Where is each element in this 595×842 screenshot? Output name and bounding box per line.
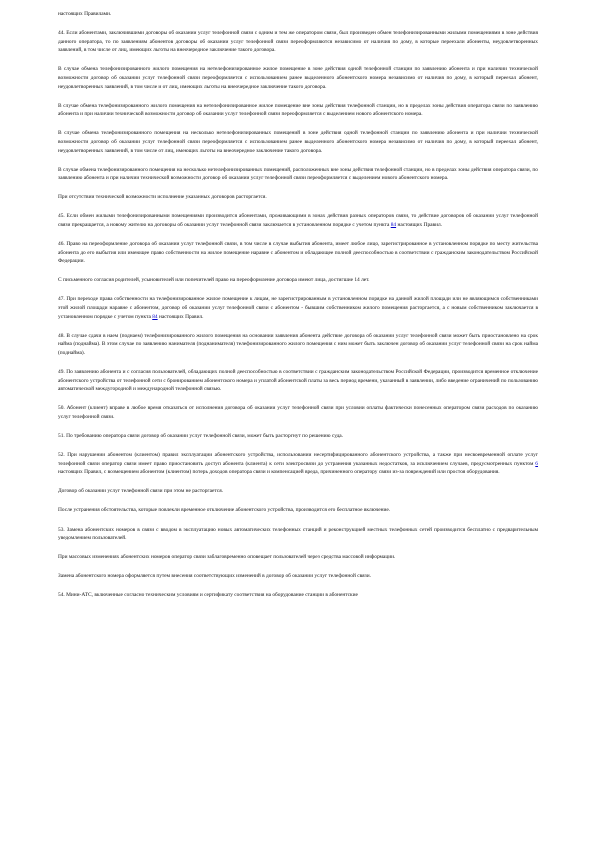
paragraph-44-no-possibility: При отсутствии технической возможности исполнение указанных договоров расторгается. [58,194,267,201]
paragraph-51: 51. По требованию оператора связи договор об оказании услуг телефонной связи, может быть расторгнут по решению суда. [58,433,344,439]
paragraph-44-exchange-outside-station: В случае обмена телефонизированного жилого помещения на нетелефонизированное жилое помещение вне зоны действия телефонной станции, но в пределах зоны действия оператора связи по заявлению абонента и при наличии технической возможности договор об оказании услуг телефонной связи переоформляется с выделением нового абонентского номера. [58,102,538,118]
paragraph-46: 46. Право на переоформление договора об оказании услуг телефонной связи, в том числе в случае выбытия абонента, имеет любое лицо, зарегистрированное в установленном порядке по месту жительства абонента до его выбытия или имеющее право собственности на жилое помещение наравне с абонентом и обладающее полной дееспособностью в соответствии с гражданским законодательством Российской Федерации. [58,241,538,265]
paragraph-continuation: настоящих Правилами. [58,11,112,17]
paragraph-50: 50. Абонент (клиент) вправе в любое время отказаться от исполнения договора об оказании услуг телефонной связи при условии оплаты фактически понесенных оператором связи расходов по оказанию услуг телефонной связи. [58,405,538,420]
paragraph-45 [58,212,538,229]
paragraph-49: 49. По заявлению абонента и с согласия пользователей, обладающих полной дееспособностью в соответствии с гражданским законодательством Российской Федерации, производится временное отключение абонентского устройства от телефонной сети с бронированием абонентского номера и уплатой абонентской платы за весь период времени, указанный в заявлении, либо введение ограничений по пользованию автоматической междугородной и международной телефонной связью. [58,369,538,393]
paragraph-52-tail: настоящих Правил, с возмещением абонентом (клиентом) потерь доходов оператора связи и компенсацией вреда, причиненного оператору связи из-за повреждений или простоя оборудования. [58,469,500,476]
paragraph-44: 44. Если абонентами, заключившими договоры об оказании услуг телефонной связи с одним и тем же оператором связи, был произведен обмен телефонизированными жилыми помещениями в зоне действия данного оператора, то по заявлениям абонентов договоры об оказании услуг телефонной связи переоформляются независимо от наличия по дому, в которые переехали абоненты, неудовлетворенных заявлений, в том числе от лиц, имеющих льготы на внеочередное заключение такого договора. [58,30,538,54]
paragraph-52-not-terminated: Договор об оказании услуг телефонной связи при этом не расторгается. [58,488,224,495]
link-point-84-second[interactable]: 84 [152,313,158,320]
paragraph-44-exchange-one-station: В случае обмена телефонизированного жилого помещения на нетелефонизированное жилое помещение в зоне действия одной телефонной станции по заявлению абонента и при наличии технической возможности договор об оказании услуг телефонной связи переоформляется с использованием ранее выделенного абонентского номера независимо от наличия по дому, в который переехал абонент, неудовлетворенных заявлений, в том числе и от лиц, имеющих льготы на внеочередное заключение такого договора. [58,66,538,90]
paragraph-47-text: 47. При переходе права собственности на телефонизированное жилое помещение к лицам, не зарегистрированным в установленном порядке на данной жилой площади или не являющимся собственниками этой жилой площади наравне с абонентом, договор об оказании услуг телефонной связи с абонентом - бывшим собственником жилого помещения расторгается, а с новым собственником заключается в установленном порядке с учетом пункта [58,296,538,320]
paragraph-53-mass-changes: При массовых изменениях абонентских номеров оператор связи заблаговременно оповещает пользователей через средства массовой информации. [58,554,396,561]
paragraph-47 [58,295,538,321]
paragraph-44-several-premises-outside: В случае обмена телефонизированного помещения на несколько нетелефонизированных помещений, расположенных вне зоны действия телефонной станции, но в пределах зоны действия оператора связи, по заявлению абонента и при наличии технической возможности договор об оказании услуг телефонной связи переоформляется с выделением нового абонентского номера. [58,166,538,182]
link-point-84[interactable]: 84 [390,222,397,228]
paragraph-48: 48. В случае сдачи в наем (поднаем) телефонизированного жилого помещения на основании заявления абонента действие договора об оказании услуг телефонной связи может быть приостановлено на срок найма (поднайма). В этом случае по заявлению нанимателя (поднанимателя) телефонизированного жилого помещения с ним может быть заключен договор об оказании услуг телефонной связи на срок найма (поднайма). [58,332,538,356]
paragraph-52-text: 52. При нарушении абонентом (клиентом) правил эксплуатации абонентского устройства, использовании несертифицированного абонентского устройства, а также при несвоевременной оплате услуг телефонной связи оператор связи имеет право приостановить доступ абонента (клиента) к сети электросвязи до устранения указанных недостатков, за исключением случаев, предусмотренных пунктом [58,452,538,467]
paragraph-52-reconnection: После устранения обстоятельства, которые повлекли временное отключение абонентского устройства, производится его бесплатное включение. [58,507,391,514]
paragraph-53: 53. Замена абонентских номеров в связи с вводом в эксплуатацию новых автоматических телефонных станций и реконструкцией местных телефонных сетей производится бесплатно с предварительным уведомлением пользователей. [58,526,538,542]
paragraph-52 [58,451,538,477]
paragraph-45-text: 45. Если обмен жилыми телефонизированными помещениями производится абонентами, проживающими в зонах действия разных операторов связи, то действие договоров об оказании услуг телефонной связи прекращается, а новому жителю на договоры об оказании услуг телефонной связи заключается в установленном порядке с учетом пункта [58,213,538,228]
paragraph-47-tail: настоящих Правил. [157,313,204,320]
paragraph-45-tail: настоящих Правил. [396,222,442,228]
paragraph-53-number-change: Замена абонентского номера оформляется путем внесения соответствующих изменений в договор об оказании услуг телефонной связи. [58,573,371,580]
link-point-6[interactable]: 6 [535,460,538,467]
document-page [58,10,538,609]
paragraph-46-consent: С письменного согласия родителей, усыновителей или попечителей право на переоформление договора имеют лица, достигшие 14 лет. [58,277,370,284]
paragraph-44-several-premises: В случае обмена телефонизированного помещения на несколько нетелефонизированных помещений в зоне действия одной телефонной станции по заявлению абонента и при наличии технической возможности договор об оказании услуг телефонной связи переоформляется с использованием ранее выделенного абонентского номера независимо от наличия по дому, в который переехал абонент, неудовлетворенных заявлений, в том числе от лиц, имеющих льготы на внеочередное заключение такого договора. [58,130,538,154]
paragraph-54: 54. Мини-АТС, включенные согласно техническим условиям и сертификату соответствия на оборудование станции в абонентские [58,592,358,599]
